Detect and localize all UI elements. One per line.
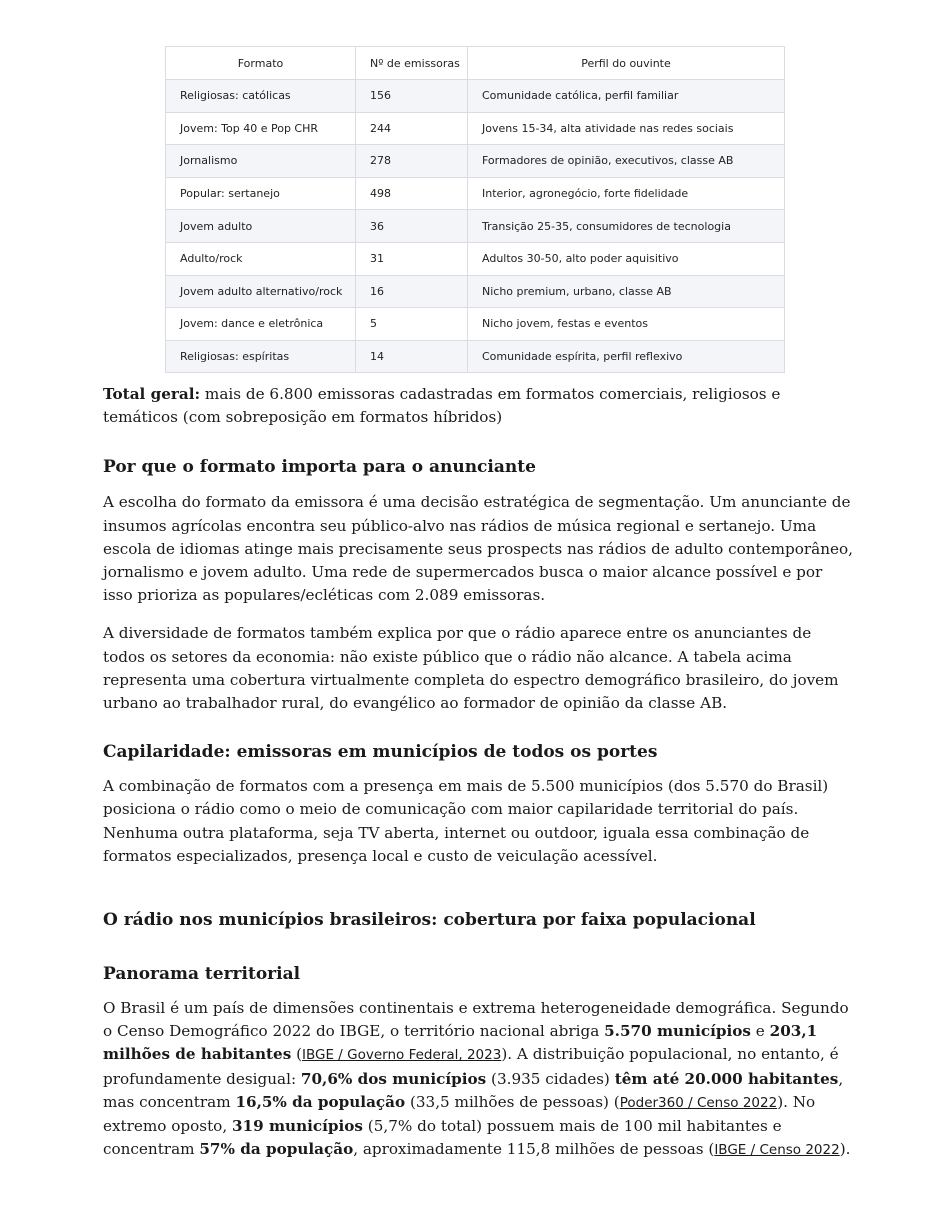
cell-count: 16	[356, 275, 468, 308]
cell-profile: Nicho premium, urbano, classe AB	[468, 275, 785, 308]
total-paragraph	[103, 383, 853, 429]
text: (5,7% do total) possuem mais de 100 mil habitantes e concentram	[103, 1117, 782, 1159]
table-row	[166, 210, 785, 243]
cell-format: Jornalismo	[166, 145, 356, 178]
cell-format: Religiosas: católicas	[166, 80, 356, 113]
total-label: Total geral:	[103, 385, 201, 403]
cell-count: 5	[356, 308, 468, 341]
table-row	[166, 275, 785, 308]
table-row	[166, 340, 785, 373]
cell-profile: Comunidade católica, perfil familiar	[468, 80, 785, 113]
text: e	[750, 1022, 770, 1041]
paragraph: A escolha do formato da emissora é uma decisão estratégica de segmentação. Um anunciante de insumos agrícolas encontra seu público-alvo nas rádios de música regional e sertanejo. Uma escola de idiomas atinge mais precisamente seus prospects nas rádios de adulto contemporâneo, jornalismo e jovem adulto. Uma rede de supermercados busca o maior alcance possível e por isso prioriza as populares/ecléticas com 2.089 emissoras.	[103, 493, 853, 605]
header-listener-profile: Perfil do ouvinte	[468, 47, 785, 80]
bold-text: têm até 20.000 habitantes	[614, 1069, 839, 1088]
total-text: mais de 6.800 emissoras cadastradas em formatos comerciais, religiosos e temáticos (com sobreposição em formatos híbridos)	[103, 385, 781, 427]
bold-text: 5.570 municípios	[604, 1022, 751, 1041]
cell-count: 14	[356, 340, 468, 373]
cell-format: Jovem adulto alternativo/rock	[166, 275, 356, 308]
source-link-ibge-censo[interactable]: IBGE / Censo 2022	[714, 1142, 840, 1159]
text: (3.935 cidades)	[486, 1069, 615, 1088]
cell-count: 31	[356, 242, 468, 275]
table-row	[166, 177, 785, 210]
cell-count: 36	[356, 210, 468, 243]
text: (33,5 milhões de pessoas) (	[405, 1092, 620, 1111]
cell-profile: Formadores de opinião, executivos, classe AB	[468, 145, 785, 178]
bold-text: 70,6% dos municípios	[300, 1069, 487, 1088]
text: O Brasil é um país de dimensões continentais e extrema heterogeneidade demográfica. Segundo o Censo Demográfico 2022 do IBGE, o território nacional abriga	[103, 999, 849, 1041]
text: , mas concentram	[103, 1069, 844, 1111]
bold-text: 57% da população	[199, 1140, 354, 1159]
cell-profile: Nicho jovem, festas e eventos	[468, 308, 785, 341]
table-row	[166, 145, 785, 178]
text: , aproximadamente 115,8 milhões de pessoas (	[353, 1140, 715, 1159]
section-heading-format-importance: Por que o formato importa para o anunciante	[103, 457, 536, 478]
table-row	[166, 308, 785, 341]
cell-format: Jovem: dance e eletrônica	[166, 308, 356, 341]
text: ). No extremo oposto,	[103, 1092, 816, 1136]
cell-profile: Transição 25-35, consumidores de tecnologia	[468, 210, 785, 243]
cell-format: Religiosas: espíritas	[166, 340, 356, 373]
text: ). A distribuição populacional, no entanto, é profundamente desigual:	[103, 1045, 839, 1088]
cell-count: 244	[356, 112, 468, 145]
cell-profile: Adultos 30-50, alto poder aquisitivo	[468, 242, 785, 275]
paragraph-territorial	[103, 997, 853, 1162]
header-station-count: Nº de emissoras	[356, 47, 468, 80]
formats-table-container	[165, 46, 784, 373]
section-heading-capillarity: Capilaridade: emissoras em municípios de todos os portes	[103, 742, 658, 763]
table-row	[166, 80, 785, 113]
table-header-row	[166, 47, 785, 80]
table-row	[166, 242, 785, 275]
cell-format: Jovem: Top 40 e Pop CHR	[166, 112, 356, 145]
text: (	[291, 1045, 303, 1064]
paragraph: A combinação de formatos com a presença em mais de 5.500 municípios (dos 5.570 do Brasil) posiciona o rádio como o meio de comunicação com maior capilaridade territorial do país. Nenhuma outra plataforma, seja TV aberta, internet ou outdoor, iguala essa combinação de formatos especializados, presença local e custo de veiculação acessível.	[103, 777, 829, 865]
section-heading-territorial-overview: Panorama territorial	[103, 964, 301, 985]
cell-count: 498	[356, 177, 468, 210]
bold-text: 319 municípios	[231, 1117, 363, 1136]
header-format: Formato	[166, 47, 356, 80]
cell-profile: Interior, agronegócio, forte fidelidade	[468, 177, 785, 210]
cell-format: Adulto/rock	[166, 242, 356, 275]
cell-format: Jovem adulto	[166, 210, 356, 243]
cell-format: Popular: sertanejo	[166, 177, 356, 210]
cell-profile: Comunidade espírita, perfil reflexivo	[468, 340, 785, 373]
cell-count: 156	[356, 80, 468, 113]
bold-text: 16,5% da população	[235, 1092, 406, 1111]
bold-text: 203,1 milhões de habitantes	[103, 1022, 818, 1064]
paragraph: A diversidade de formatos também explica por que o rádio aparece entre os anunciantes de todos os setores da economia: não existe público que o rádio não alcance. A tabela acima representa uma cobertura virtualmente completa do espectro demográfico brasileiro, do jovem urbano ao trabalhador rural, do evangélico ao formador de opinião da classe AB.	[103, 624, 839, 713]
cell-profile: Jovens 15-34, alta atividade nas redes sociais	[468, 112, 785, 145]
source-link-ibge-2023[interactable]: IBGE / Governo Federal, 2023	[302, 1047, 502, 1064]
formats-table	[165, 46, 785, 373]
source-link-poder360[interactable]: Poder360 / Censo 2022	[619, 1094, 778, 1111]
text: ).	[839, 1140, 851, 1159]
cell-count: 278	[356, 145, 468, 178]
section-heading-municipal-coverage: O rádio nos municípios brasileiros: cobertura por faixa populacional	[103, 910, 756, 931]
article-body	[103, 383, 853, 1162]
table-row	[166, 112, 785, 145]
